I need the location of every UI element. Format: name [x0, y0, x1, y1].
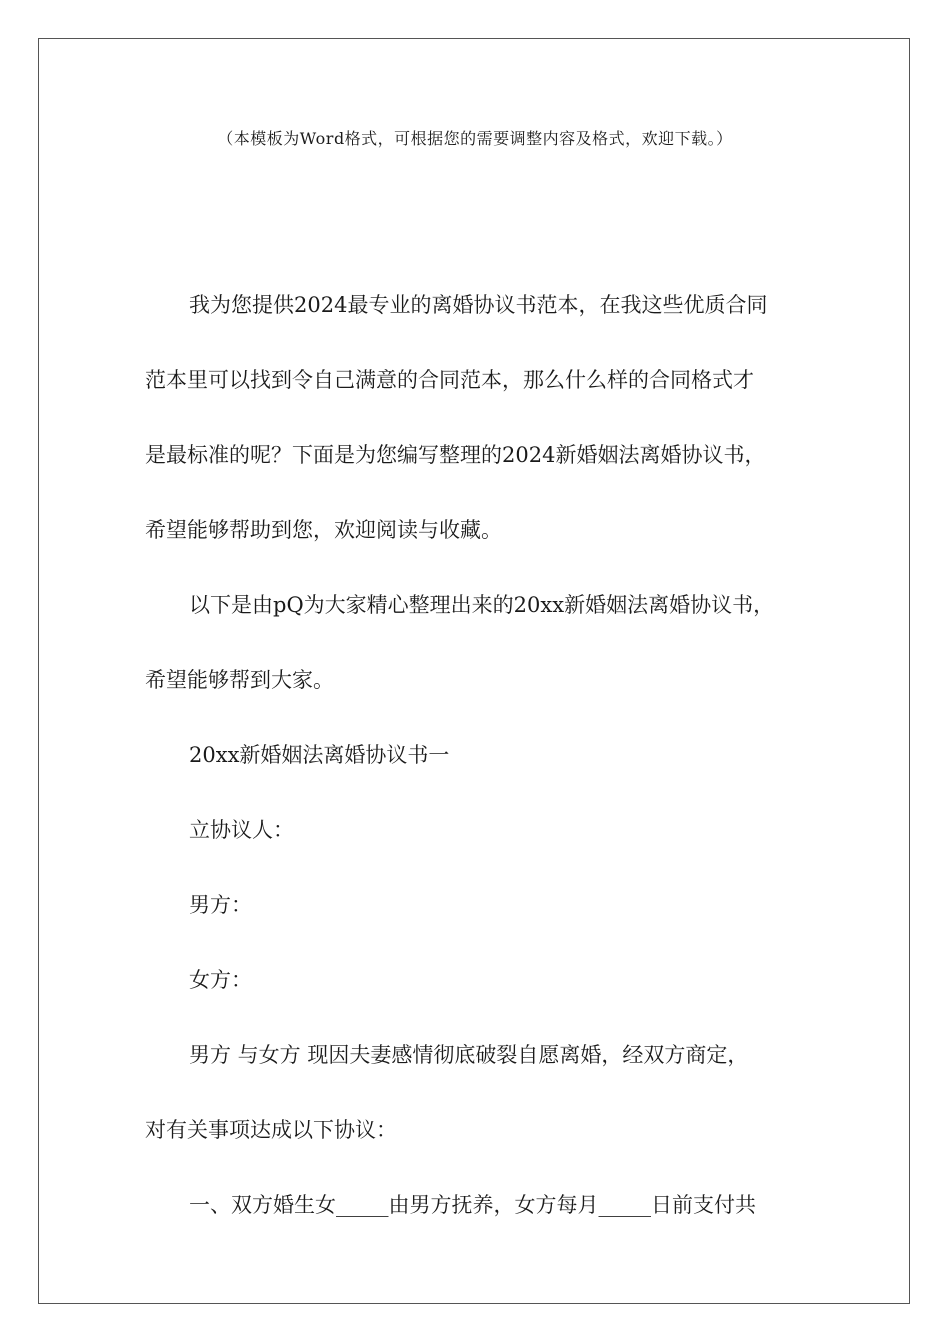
text-line-12: 对有关事项达成以下协议：: [145, 1118, 397, 1142]
document-body: [145, 268, 805, 1243]
female-party-label: 女方：: [189, 968, 252, 992]
text-line-1: 我为您提供2024最专业的离婚协议书范本，在我这些优质合同: [189, 293, 768, 317]
text-line-11: 男方 与女方 现因夫妻感情彻底破裂自愿离婚，经双方商定，: [189, 1043, 749, 1067]
text-line-6: 希望能够帮到大家。: [145, 668, 334, 692]
text-line-2: 范本里可以找到令自己满意的合同范本，那么什么样的合同格式才: [145, 368, 754, 392]
section-heading: 20xx新婚姻法离婚协议书一: [189, 743, 450, 767]
text-line-5: 以下是由pQ为大家精心整理出来的20xx新婚姻法离婚协议书，: [189, 593, 775, 617]
clause-1: 一、双方婚生女_____由男方抚养，女方每月_____日前支付共: [189, 1193, 756, 1217]
parties-label: 立协议人：: [189, 818, 294, 842]
text-line-3: 是最标准的呢？下面是为您编写整理的2024新婚姻法离婚协议书，: [145, 443, 766, 467]
header-note: （本模板为Word格式，可根据您的需要调整内容及格式，欢迎下载。）: [217, 129, 733, 148]
text-line-4: 希望能够帮助到您，欢迎阅读与收藏。: [145, 518, 502, 542]
male-party-label: 男方：: [189, 893, 252, 917]
